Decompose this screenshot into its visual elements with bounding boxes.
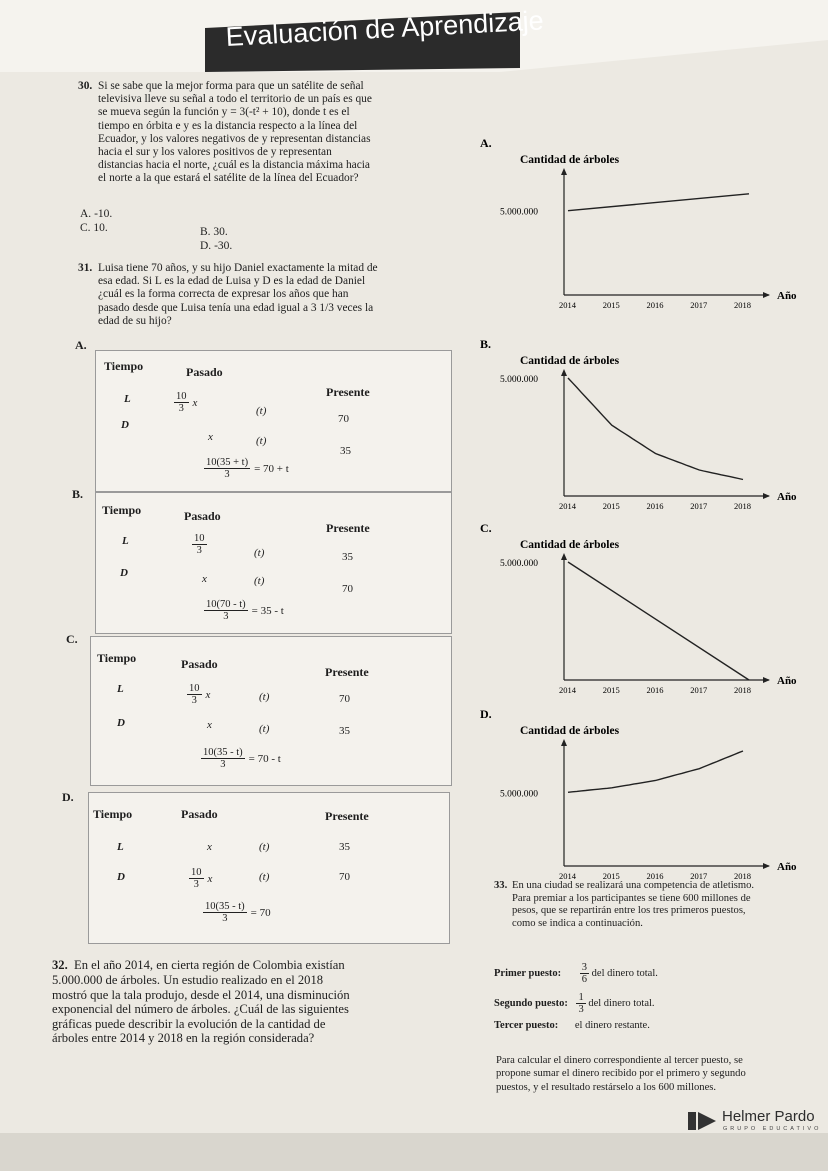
x-tick-label: 2018 [734, 871, 751, 881]
time-t: (t) [259, 871, 270, 883]
eq-den: 3 [223, 611, 229, 622]
header-pasado: Pasado [186, 365, 223, 379]
frac-num: 10 [189, 683, 200, 694]
third-place [494, 1020, 650, 1031]
presente-value: 70 [339, 693, 350, 705]
place-label: Segundo puesto: [494, 997, 568, 1009]
x-tick-label: 2016 [646, 871, 664, 881]
y-axis-arrow [561, 553, 567, 560]
equation [201, 747, 281, 770]
x-tick-label: 2016 [646, 300, 664, 310]
chart-title: Cantidad de árboles [520, 725, 620, 737]
row-label-d: D [117, 717, 125, 729]
logo-name: Helmer Pardo [722, 1108, 815, 1125]
option-letter: A. [80, 208, 92, 220]
x-tick-label: 2018 [734, 501, 751, 511]
place-text: del dinero total. [591, 967, 658, 979]
chart-4 [476, 706, 797, 896]
row-label-l: L [122, 535, 129, 547]
chart-title: Cantidad de árboles [520, 154, 620, 166]
header-tiempo: Tiempo [102, 503, 142, 517]
y-tick-label: 5.000.000 [500, 375, 538, 385]
eq-den: 3 [222, 913, 228, 924]
frac-den: 3 [193, 879, 199, 890]
x-axis-arrow [763, 493, 770, 499]
presente-value: 70 [339, 871, 350, 883]
header-presente: Presente [325, 809, 369, 823]
frac-den: 3 [196, 545, 202, 556]
q32-line: mostró que la tala produjo, desde el 2014, una disminución [52, 987, 350, 1002]
eq-rhs: = 35 - t [251, 605, 284, 618]
frac-den: 3 [191, 695, 197, 706]
presente-value: 35 [339, 841, 350, 853]
eq-num: 10(35 - t) [203, 747, 243, 758]
page-title: Evaluación de Aprendizaje [225, 5, 545, 52]
eq-num: 10(35 - t) [205, 901, 245, 912]
header-presente: Presente [326, 521, 370, 535]
pasado-value: x [202, 573, 207, 585]
pasado-fraction [174, 391, 197, 414]
eq-rhs: = 70 + t [254, 463, 289, 476]
first-place [494, 962, 658, 985]
presente-value: 35 [339, 725, 350, 737]
q31-line: ¿cuál es la forma correcta de expresar los años que han [98, 288, 349, 301]
option-value: 10. [93, 222, 108, 234]
q32-line: En el año 2014, en cierta región de Colombia existían [74, 958, 345, 972]
header-tiempo: Tiempo [93, 807, 133, 821]
frac-num: 1 [578, 992, 584, 1003]
equation [203, 901, 271, 924]
frac-num: 10 [191, 867, 202, 878]
option-value: 30. [213, 226, 228, 238]
q31-option-letter[interactable]: A. [75, 338, 87, 352]
pasado-var: x [207, 873, 213, 886]
closing-line: Para calcular el dinero correspondiente al tercer puesto, se [496, 1055, 743, 1066]
frac-num: 10 [176, 391, 187, 402]
q30-option-b[interactable] [200, 226, 228, 238]
x-axis-label: Año [777, 290, 797, 302]
x-tick-label: 2016 [646, 685, 664, 695]
q32-line: gráficas puede describir la evolución de la cantidad de [52, 1016, 326, 1031]
closing-line: propone sumar el dinero recibido por el primero y segundo [496, 1068, 746, 1080]
header-pasado: Pasado [184, 509, 221, 523]
time-t: (t) [259, 691, 270, 703]
place-label: Primer puesto: [494, 967, 562, 979]
q31-table-b[interactable] [95, 492, 452, 634]
place-text: el dinero restante. [574, 1020, 650, 1031]
header-presente: Presente [326, 385, 370, 399]
x-tick-label: 2014 [559, 871, 576, 881]
time-t: (t) [256, 435, 267, 447]
y-tick-label: 5.000.000 [500, 789, 538, 800]
header-tiempo: Tiempo [104, 359, 144, 373]
q31-table-a[interactable] [95, 350, 452, 492]
time-t: (t) [259, 723, 270, 735]
q31-table-d[interactable] [88, 792, 450, 944]
header-pasado: Pasado [181, 807, 218, 821]
equation [204, 457, 289, 480]
y-tick-label: 5.000.000 [500, 207, 538, 218]
q33-closing [496, 1054, 814, 1094]
x-axis-arrow [763, 863, 770, 869]
x-axis-label: Año [777, 491, 797, 503]
x-axis-label: Año [777, 675, 797, 687]
eq-den: 3 [220, 759, 226, 770]
q31-line: pasado desde que Luisa tenía una edad igual a 3 1/3 veces la [98, 301, 374, 314]
eq-rhs: = 70 - t [248, 753, 281, 766]
chart-title: Cantidad de árboles [520, 539, 620, 551]
x-tick-label: 2015 [602, 871, 620, 881]
q30-option-d[interactable] [200, 240, 232, 252]
q30-line: tiempo en órbita e y es la distancia respecto a la línea del [98, 119, 358, 132]
q30-option-c[interactable] [80, 222, 108, 234]
q33-line: Para premiar a los participantes se tiene 600 millones de [512, 892, 751, 904]
time-t: (t) [256, 405, 267, 417]
pasado-value: x [207, 841, 212, 853]
pasado-value: x [207, 719, 212, 731]
frac-den: 3 [178, 403, 184, 414]
row-label-d: D [120, 567, 128, 579]
q30-option-a[interactable] [80, 208, 112, 220]
time-t: (t) [254, 575, 265, 587]
option-value: -10. [94, 208, 113, 220]
q30-line: se mueva según la función y = 3(-t² + 10), donde t es el [98, 106, 350, 119]
q33-line: como se indica a continuación. [512, 917, 643, 929]
question-number: 32. [52, 958, 68, 972]
closing-line: puestos, y el resultado restárselo a los 600 millones. [496, 1081, 717, 1093]
second-place [494, 992, 655, 1015]
y-axis-arrow [561, 739, 567, 746]
q32-line: exponencial del número de árboles. ¿Cuál de las siguientes [52, 1002, 349, 1017]
y-tick-label: 5.000.000 [500, 559, 538, 569]
x-tick-label: 2018 [734, 685, 751, 695]
q32-line: árboles entre 2014 y 2018 en la región considerada? [52, 1031, 315, 1046]
q30-line: hacia el sur y los valores positivos de y representan [98, 146, 332, 159]
x-axis-arrow [763, 292, 770, 298]
pasado-fraction [187, 683, 210, 706]
frac-den: 3 [578, 1004, 584, 1015]
row-label-d: D [117, 871, 125, 883]
eq-num: 10(35 + t) [206, 457, 249, 468]
q31-line: edad de su hijo? [98, 314, 172, 327]
question-number: 33. [494, 880, 508, 891]
y-axis-arrow [561, 369, 567, 376]
row-label-d: D [121, 419, 129, 431]
presente-value: 70 [338, 413, 349, 425]
q31-option-letter[interactable]: D. [62, 790, 74, 804]
pasado-var: x [205, 689, 211, 702]
q31-line: Luisa tiene 70 años, y su hijo Daniel exactamente la mitad de [98, 262, 378, 274]
x-tick-label: 2015 [602, 685, 620, 695]
q32-line: 5.000.000 de árboles. Un estudio realizado en el 2018 [52, 973, 324, 987]
frac-num: 3 [581, 962, 588, 973]
q30-line: el norte a la que estará el satélite de la línea del Ecuador? [98, 172, 359, 185]
header-pasado: Pasado [181, 657, 218, 671]
x-tick-label: 2015 [602, 300, 620, 310]
y-axis-arrow [561, 168, 567, 175]
series-line [568, 751, 743, 792]
presente-value: 35 [342, 551, 353, 563]
series-line [568, 562, 749, 680]
chart-letter: B. [480, 337, 492, 351]
x-tick-label: 2017 [690, 871, 708, 881]
q30-line: Si se sabe que la mejor forma para que un satélite de señal [98, 80, 364, 92]
header-presente: Presente [325, 665, 369, 679]
option-letter: C. [80, 222, 91, 234]
frac-num: 10 [194, 533, 205, 544]
q31-option-letter[interactable]: C. [66, 632, 78, 646]
q33-line: En una ciudad se realizará una competencia de atletismo. [512, 880, 755, 891]
frac-den: 6 [581, 974, 588, 985]
q30-line: televisiva lleve su señal a todo el territorio de un país es que [98, 93, 372, 106]
equation [204, 599, 284, 622]
row-label-l: L [124, 393, 131, 405]
chart-letter: C. [480, 521, 492, 535]
place-label: Tercer puesto: [494, 1020, 559, 1031]
q31-option-letter[interactable]: B. [72, 487, 84, 501]
series-line [568, 194, 749, 211]
x-tick-label: 2014 [559, 685, 576, 695]
x-axis-label: Año [777, 861, 797, 873]
pasado-var: x [192, 397, 198, 410]
q31-table-c[interactable] [90, 636, 452, 786]
eq-den: 3 [224, 469, 230, 480]
header-tiempo: Tiempo [97, 651, 137, 665]
x-tick-label: 2017 [690, 685, 708, 695]
eq-rhs: = 70 [250, 907, 271, 920]
x-tick-label: 2015 [602, 501, 620, 511]
question-number: 30. [78, 80, 93, 92]
chart-letter: A. [480, 136, 492, 150]
q31-line: esa edad. Si L es la edad de Luisa y D es la edad de Daniel [98, 275, 366, 288]
x-tick-label: 2018 [734, 300, 751, 310]
logo-subtitle: GRUPO EDUCATIVO [723, 1126, 822, 1132]
footer-band [0, 1133, 828, 1171]
q33-line: pesos, que se repartirán entre los tres primeros puestos, [512, 905, 746, 917]
row-label-l: L [117, 841, 124, 853]
x-tick-label: 2014 [559, 300, 576, 310]
question-number: 31. [78, 262, 93, 274]
pasado-fraction [189, 867, 212, 890]
place-text: del dinero total. [588, 997, 655, 1009]
chart-title: Cantidad de árboles [520, 355, 620, 367]
chart-1 [476, 135, 797, 325]
presente-value: 70 [342, 583, 353, 595]
pasado-value: x [208, 431, 213, 443]
row-label-l: L [117, 683, 124, 695]
option-letter: B. [200, 226, 211, 238]
x-tick-label: 2014 [559, 501, 576, 511]
q30-line: Ecuador, y los valores negativos de y representan distancias [98, 132, 371, 145]
series-line [568, 378, 743, 480]
time-t: (t) [254, 547, 265, 559]
time-t: (t) [259, 841, 270, 853]
x-axis-arrow [763, 677, 770, 683]
presente-value: 35 [340, 445, 351, 457]
x-tick-label: 2016 [646, 501, 664, 511]
logo-icon [688, 1110, 718, 1132]
chart-3 [476, 520, 797, 710]
q30-line: distancias hacia el norte, ¿cuál es la distancia máxima hacia [98, 159, 370, 172]
x-tick-label: 2017 [690, 300, 708, 310]
chart-letter: D. [480, 707, 492, 721]
eq-num: 10(70 - t) [206, 599, 246, 610]
pasado-fraction [192, 533, 207, 556]
option-value: -30. [214, 240, 233, 252]
option-letter: D. [200, 240, 212, 252]
x-tick-label: 2017 [690, 501, 708, 511]
chart-2 [476, 336, 797, 526]
